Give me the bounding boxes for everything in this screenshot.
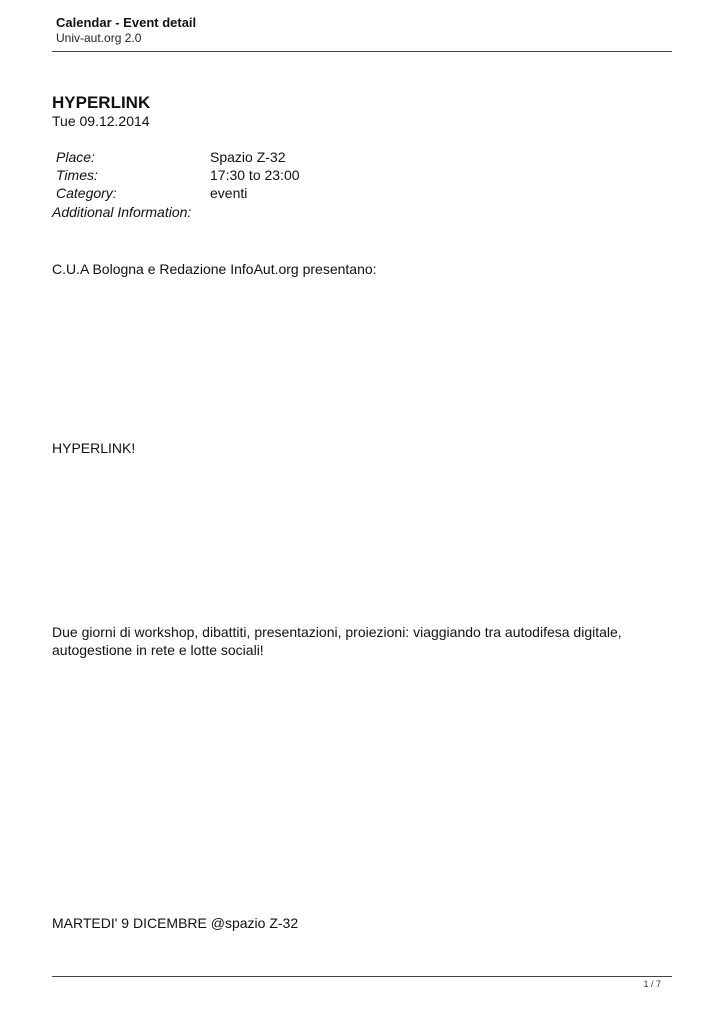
times-label: Times:	[56, 167, 98, 183]
page-number: 1 / 7	[643, 979, 661, 989]
document-title: Calendar - Event detail	[56, 15, 197, 30]
body-paragraph: HYPERLINK!	[52, 440, 136, 456]
body-paragraph: Due giorni di workshop, dibattiti, presentazioni, proiezioni: viaggiando tra autodifesa digitale, autogestione in rete e lotte sociali!	[52, 624, 622, 658]
additional-info-label: Additional Information:	[52, 204, 192, 220]
event-date: Tue 09.12.2014	[52, 113, 150, 129]
times-value: 17:30 to 23:00	[210, 167, 300, 183]
category-label: Category:	[56, 185, 117, 201]
site-name: Univ-aut.org 2.0	[56, 31, 142, 45]
place-label: Place:	[56, 149, 95, 165]
place-value: Spazio Z-32	[210, 149, 286, 165]
header-divider	[52, 51, 672, 52]
body-paragraph: C.U.A Bologna e Redazione InfoAut.org presentano:	[52, 261, 377, 277]
event-title: HYPERLINK	[52, 93, 151, 112]
category-value: eventi	[210, 185, 248, 201]
footer-divider	[52, 976, 672, 977]
body-paragraph: MARTEDI' 9 DICEMBRE @spazio Z-32	[52, 915, 299, 931]
